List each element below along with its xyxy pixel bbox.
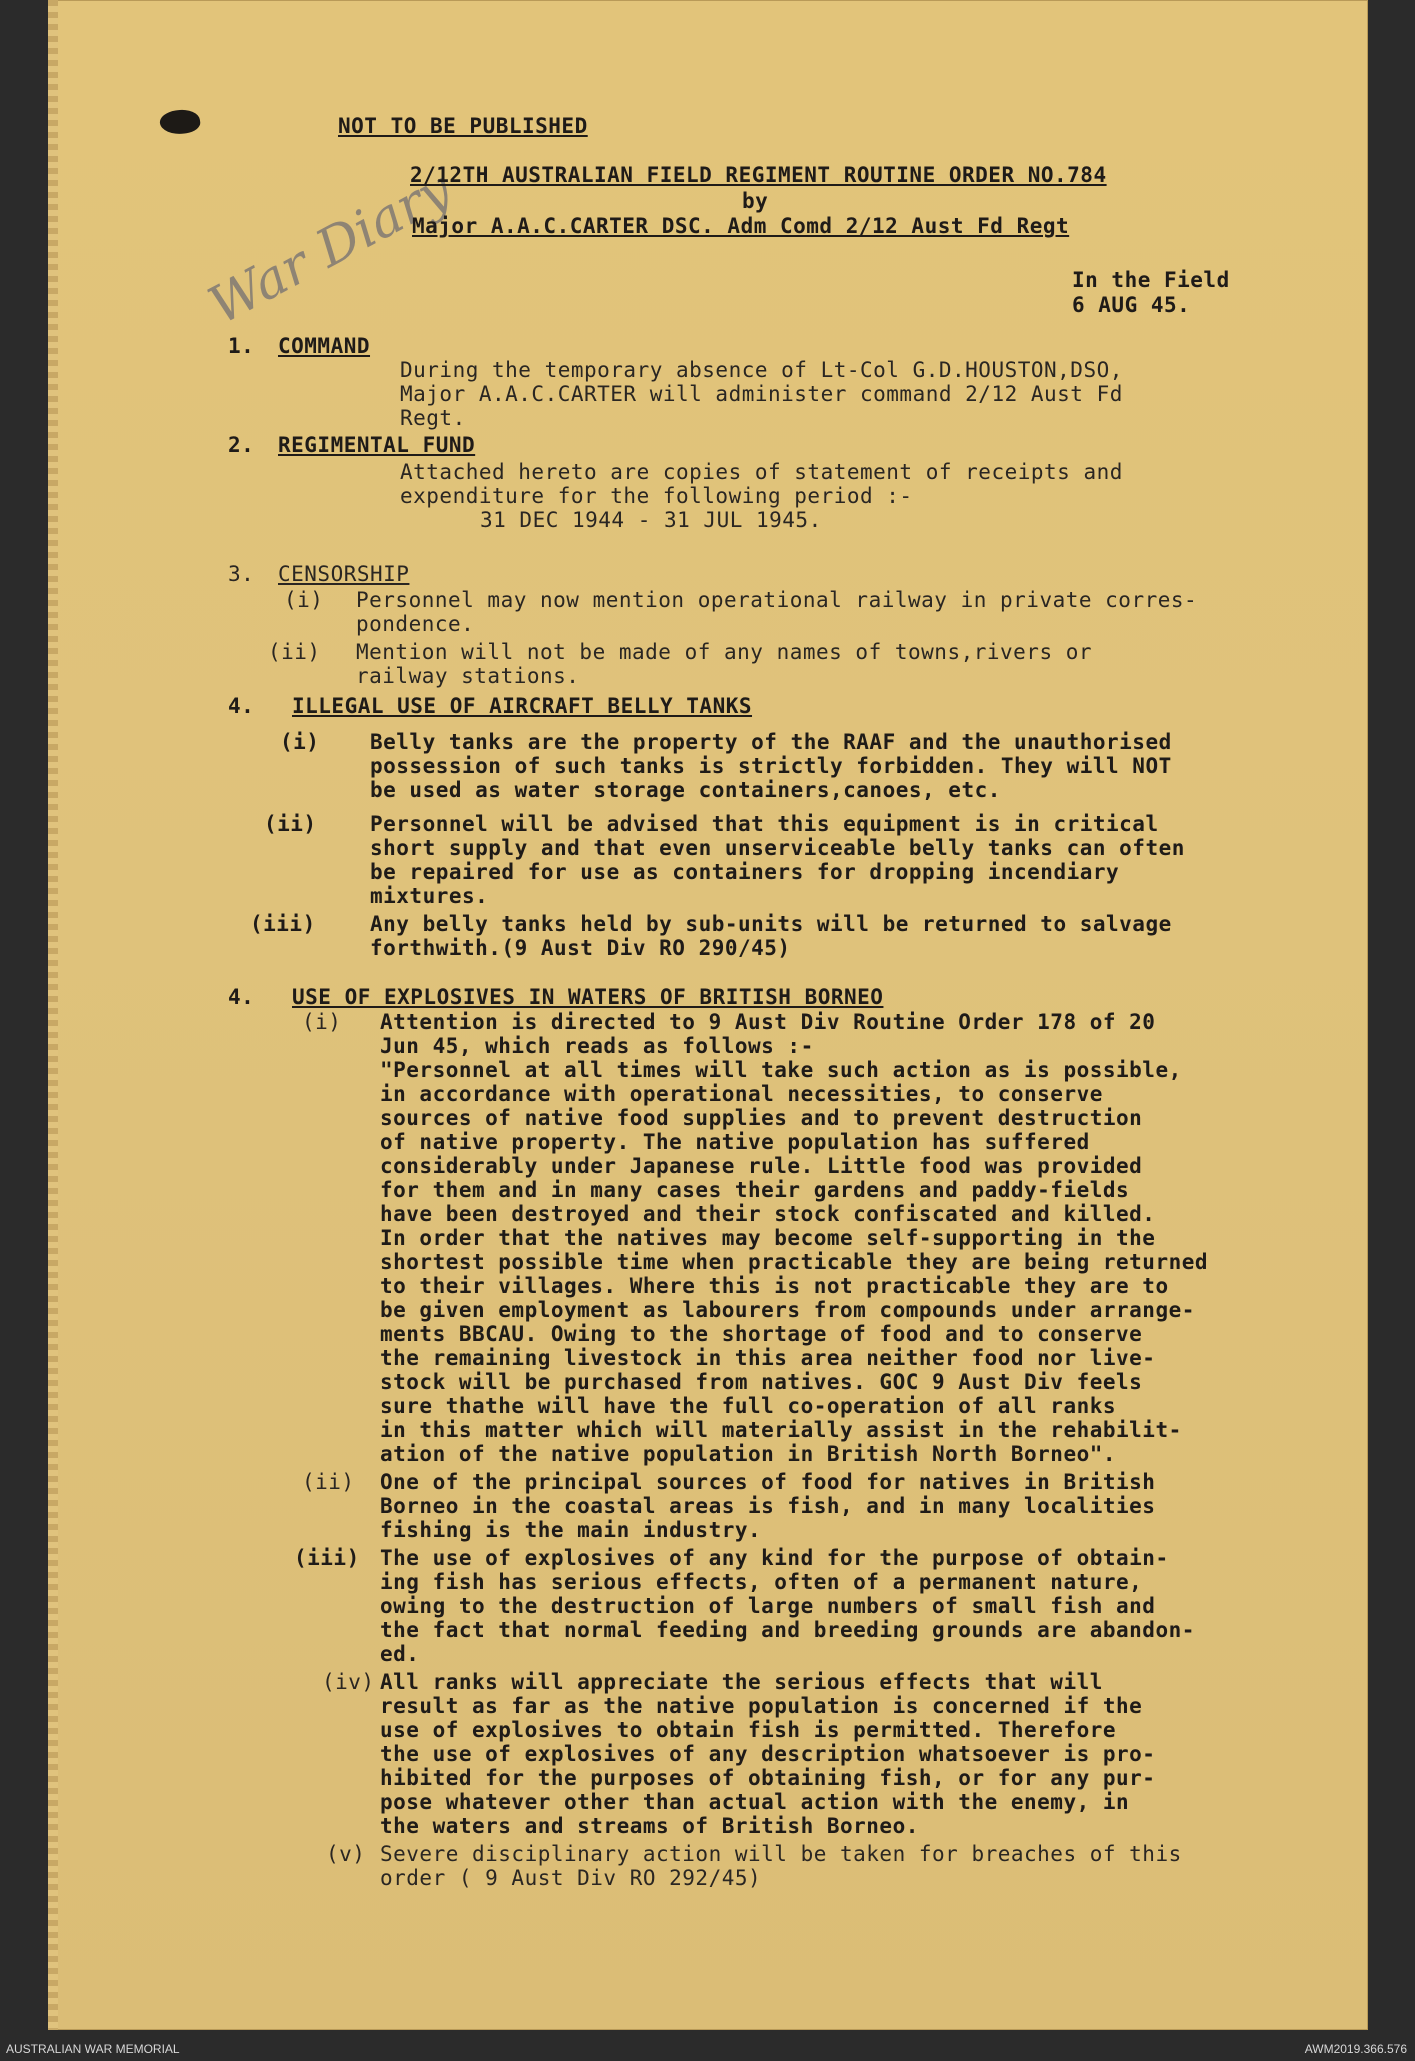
censorship-ii-line: railway stations. (356, 664, 580, 688)
item-label: (v) (326, 1842, 366, 1866)
item-label: (iii) (250, 912, 316, 936)
explosives-ii-line: fishing is the main industry. (380, 1518, 762, 1542)
belly-i-line: be used as water storage containers,canoes, etc. (370, 778, 1001, 802)
belly-i-line: possession of such tanks is strictly forbidden. They will NOT (370, 754, 1172, 778)
belly-ii-line: short supply and that even unserviceable belly tanks can often (370, 836, 1185, 860)
command-text-line: Major A.A.C.CARTER will administer command 2/12 Aust Fd (400, 382, 1123, 406)
explosives-ii-line: Borneo in the coastal areas is fish, and in many localities (380, 1494, 1156, 1518)
location: In the Field (1072, 268, 1230, 292)
section-number: 1. (228, 334, 255, 358)
item-label: (iii) (294, 1546, 360, 1570)
section-title: REGIMENTAL FUND (278, 433, 476, 457)
torn-edge (48, 0, 58, 2030)
item-label: (iv) (322, 1670, 375, 1694)
explosives-i-line: of native property. The native population has suffered (380, 1130, 1090, 1154)
item-label: (ii) (268, 640, 321, 664)
item-label: (i) (284, 588, 324, 612)
explosives-iii-line: owing to the destruction of large numbers of small fish and (380, 1594, 1156, 1618)
item-label: (i) (280, 730, 320, 754)
belly-ii-line: mixtures. (370, 884, 489, 908)
explosives-iii-line: the fact that normal feeding and breeding grounds are abandon- (380, 1618, 1195, 1642)
author-line: Major A.A.C.CARTER DSC. Adm Comd 2/12 Aust Fd Regt (412, 214, 1070, 238)
section-number: 4. (228, 694, 255, 718)
explosives-v-line: order ( 9 Aust Div RO 292/45) (380, 1866, 762, 1890)
explosives-i-line: the remaining livestock in this area neither food nor live- (380, 1346, 1156, 1370)
section-number: 3. (228, 562, 255, 586)
explosives-i-line: have been destroyed and their stock confiscated and killed. (380, 1202, 1156, 1226)
explosives-i-line: Jun 45, which reads as follows :- (380, 1034, 814, 1058)
explosives-ii-line: One of the principal sources of food for natives in British (380, 1470, 1156, 1494)
footer-bar (0, 2036, 1415, 2061)
section-title: CENSORSHIP (278, 562, 410, 586)
order-title: 2/12TH AUSTRALIAN FIELD REGIMENT ROUTINE ORDER NO.784 (410, 163, 1107, 187)
date: 6 AUG 45. (1072, 293, 1191, 317)
by-line: by (742, 189, 769, 213)
belly-iii-line: forthwith.(9 Aust Div RO 290/45) (370, 936, 791, 960)
explosives-iv-line: result as far as the native population is concerned if the (380, 1694, 1143, 1718)
explosives-i-line: in this matter which will materially assist in the rehabilit- (380, 1418, 1182, 1442)
section-number: 2. (228, 433, 255, 457)
not-published-heading: NOT TO BE PUBLISHED (338, 114, 588, 138)
explosives-i-line: Attention is directed to 9 Aust Div Routine Order 178 of 20 (380, 1010, 1156, 1034)
explosives-i-line: shortest possible time when practicable they are being returned (380, 1250, 1209, 1274)
explosives-i-line: sources of native food supplies and to prevent destruction (380, 1106, 1143, 1130)
item-label: (ii) (264, 812, 317, 836)
explosives-i-line: ments BBCAU. Owing to the shortage of food and to conserve (380, 1322, 1143, 1346)
censorship-ii-line: Mention will not be made of any names of towns,rivers or (356, 640, 1093, 664)
explosives-iv-line: the waters and streams of British Borneo. (380, 1814, 919, 1838)
censorship-i-line: Personnel may now mention operational railway in private corres- (356, 588, 1198, 612)
section-number: 4. (228, 985, 255, 1009)
section-title: USE OF EXPLOSIVES IN WATERS OF BRITISH BORNEO (292, 985, 884, 1009)
belly-iii-line: Any belly tanks held by sub-units will be returned to salvage (370, 912, 1172, 936)
explosives-i-line: be given employment as labourers from compounds under arrange- (380, 1298, 1195, 1322)
explosives-i-line: sure thathe will have the full co-operation of all ranks (380, 1394, 1117, 1418)
item-label: (ii) (302, 1470, 355, 1494)
explosives-iii-line: The use of explosives of any kind for the purpose of obtain- (380, 1546, 1169, 1570)
explosives-i-line: "Personnel at all times will take such action as is possible, (380, 1058, 1182, 1082)
pencil-annotation: War Diary (199, 159, 462, 337)
fund-period-line: 31 DEC 1944 - 31 JUL 1945. (480, 508, 822, 532)
censorship-i-line: pondence. (356, 612, 475, 636)
explosives-iv-line: hibited for the purposes of obtaining fish, or for any pur- (380, 1766, 1156, 1790)
explosives-i-line: for them and in many cases their gardens and paddy-fields (380, 1178, 1130, 1202)
explosives-iv-line: use of explosives to obtain fish is permitted. Therefore (380, 1718, 1117, 1742)
explosives-i-line: ation of the native population in British North Borneo". (380, 1442, 1117, 1466)
item-label: (i) (302, 1010, 342, 1034)
fund-text-line: Attached hereto are copies of statement of receipts and (400, 460, 1123, 484)
explosives-iii-line: ed. (380, 1642, 420, 1666)
command-text-line: Regt. (400, 406, 466, 430)
explosives-i-line: in accordance with operational necessities, to conserve (380, 1082, 1103, 1106)
section-title: COMMAND (278, 334, 371, 358)
explosives-i-line: considerably under Japanese rule. Little food was provided (380, 1154, 1143, 1178)
explosives-i-line: In order that the natives may become self-supporting in the (380, 1226, 1156, 1250)
fund-text-line: expenditure for the following period :- (400, 484, 913, 508)
belly-ii-line: be repaired for use as containers for dropping incendiary (370, 860, 1120, 884)
footer-right: AWM2019.366.576 (1304, 2042, 1407, 2056)
ink-blot (159, 107, 202, 136)
explosives-iv-line: pose whatever other than actual action with the enemy, in (380, 1790, 1130, 1814)
explosives-i-line: to their villages. Where this is not practicable they are to (380, 1274, 1169, 1298)
explosives-iii-line: ing fish has serious effects, often of a permanent nature, (380, 1570, 1143, 1594)
belly-ii-line: Personnel will be advised that this equipment is in critical (370, 812, 1159, 836)
belly-i-line: Belly tanks are the property of the RAAF and the unauthorised (370, 730, 1172, 754)
explosives-v-line: Severe disciplinary action will be taken for breaches of this (380, 1842, 1182, 1866)
explosives-iv-line: All ranks will appreciate the serious effects that will (380, 1670, 1103, 1694)
explosives-i-line: stock will be purchased from natives. GOC 9 Aust Div feels (380, 1370, 1143, 1394)
section-title: ILLEGAL USE OF AIRCRAFT BELLY TANKS (292, 694, 753, 718)
explosives-iv-line: the use of explosives of any description whatsoever is pro- (380, 1742, 1156, 1766)
footer-left: AUSTRALIAN WAR MEMORIAL (6, 2042, 180, 2056)
command-text-line: During the temporary absence of Lt-Col G.D.HOUSTON,DSO, (400, 358, 1123, 382)
